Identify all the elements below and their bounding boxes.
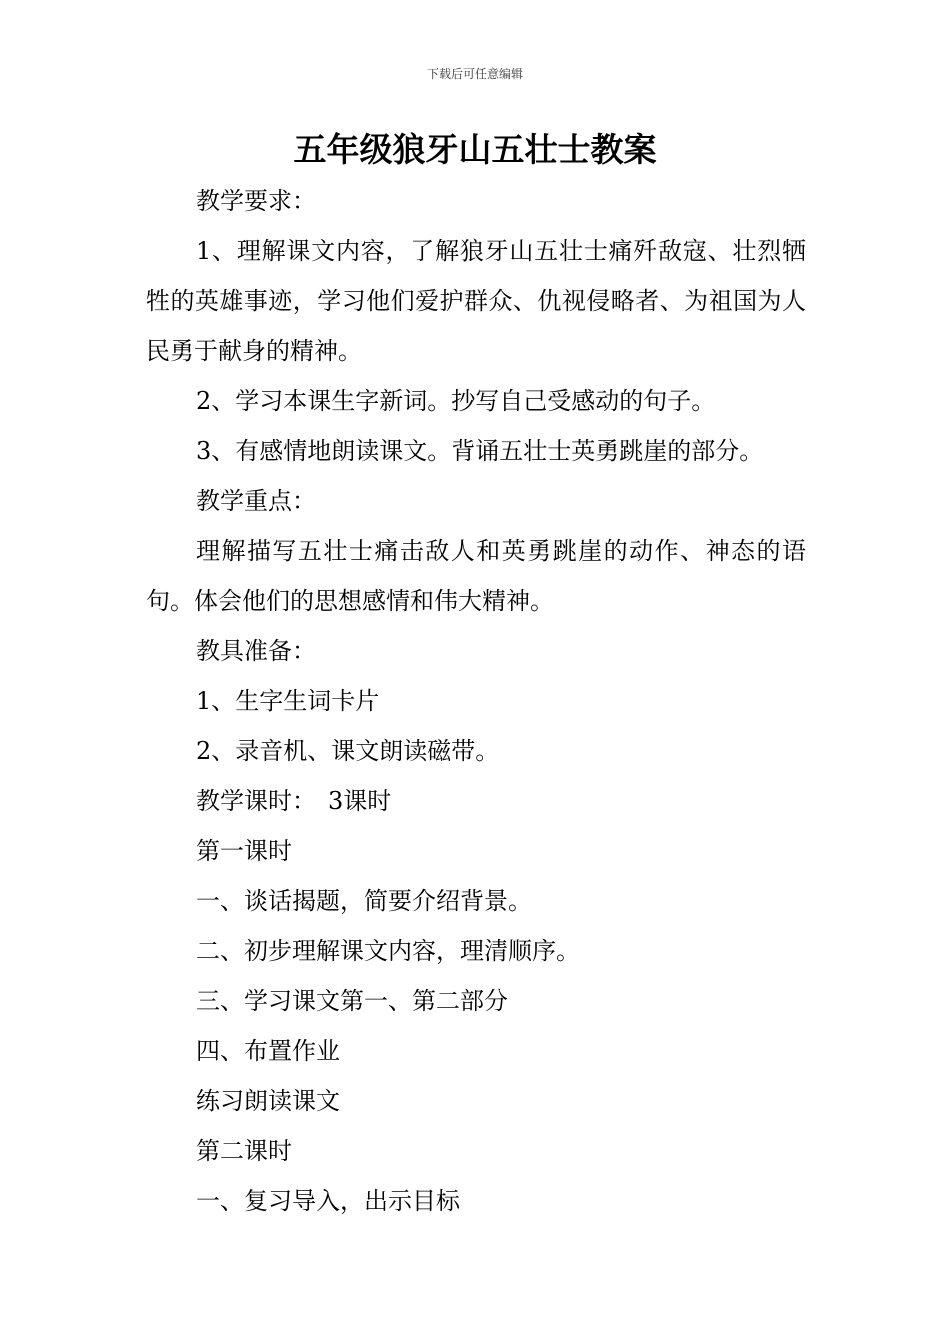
paragraph: 理解描写五壮士痛击敌人和英勇跳崖的动作、神态的语句。体会他们的思想感情和伟大精神。 <box>146 537 806 615</box>
section-heading: 教具准备： <box>196 637 316 665</box>
paragraph: 教学课时： 3课时 <box>196 787 392 815</box>
section-heading: 教学重点： <box>196 487 316 515</box>
header-note: 下载后可任意编辑 <box>426 67 523 81</box>
paragraph: 1、生字生词卡片 <box>196 687 380 715</box>
paragraph: 1、理解课文内容，了解狼牙山五壮士痛歼敌寇、壮烈牺牲的英雄事迹，学习他们爱护群众、仇视侵略者、为祖国为人民勇于献身的精神。 <box>146 237 806 365</box>
section-heading: 第一课时 <box>196 837 292 865</box>
paragraph: 三、学习课文第一、第二部分 <box>196 987 508 1015</box>
section-heading: 第二课时 <box>196 1137 292 1165</box>
paragraph: 2、录音机、课文朗读磁带。 <box>196 737 500 765</box>
section-heading: 教学要求： <box>196 187 316 215</box>
document-title: 五年级狼牙山五壮士教案 <box>293 130 657 169</box>
paragraph: 四、布置作业 <box>196 1037 340 1065</box>
paragraph: 3、有感情地朗读课文。背诵五壮士英勇跳崖的部分。 <box>196 437 764 465</box>
paragraph: 一、复习导入，出示目标 <box>196 1187 460 1215</box>
paragraph: 2、学习本课生字新词。抄写自己受感动的句子。 <box>196 387 716 415</box>
paragraph: 一、谈话揭题，简要介绍背景。 <box>196 887 532 915</box>
document-body <box>146 176 806 1226</box>
paragraph: 二、初步理解课文内容，理清顺序。 <box>196 937 580 965</box>
paragraph: 练习朗读课文 <box>196 1087 340 1115</box>
